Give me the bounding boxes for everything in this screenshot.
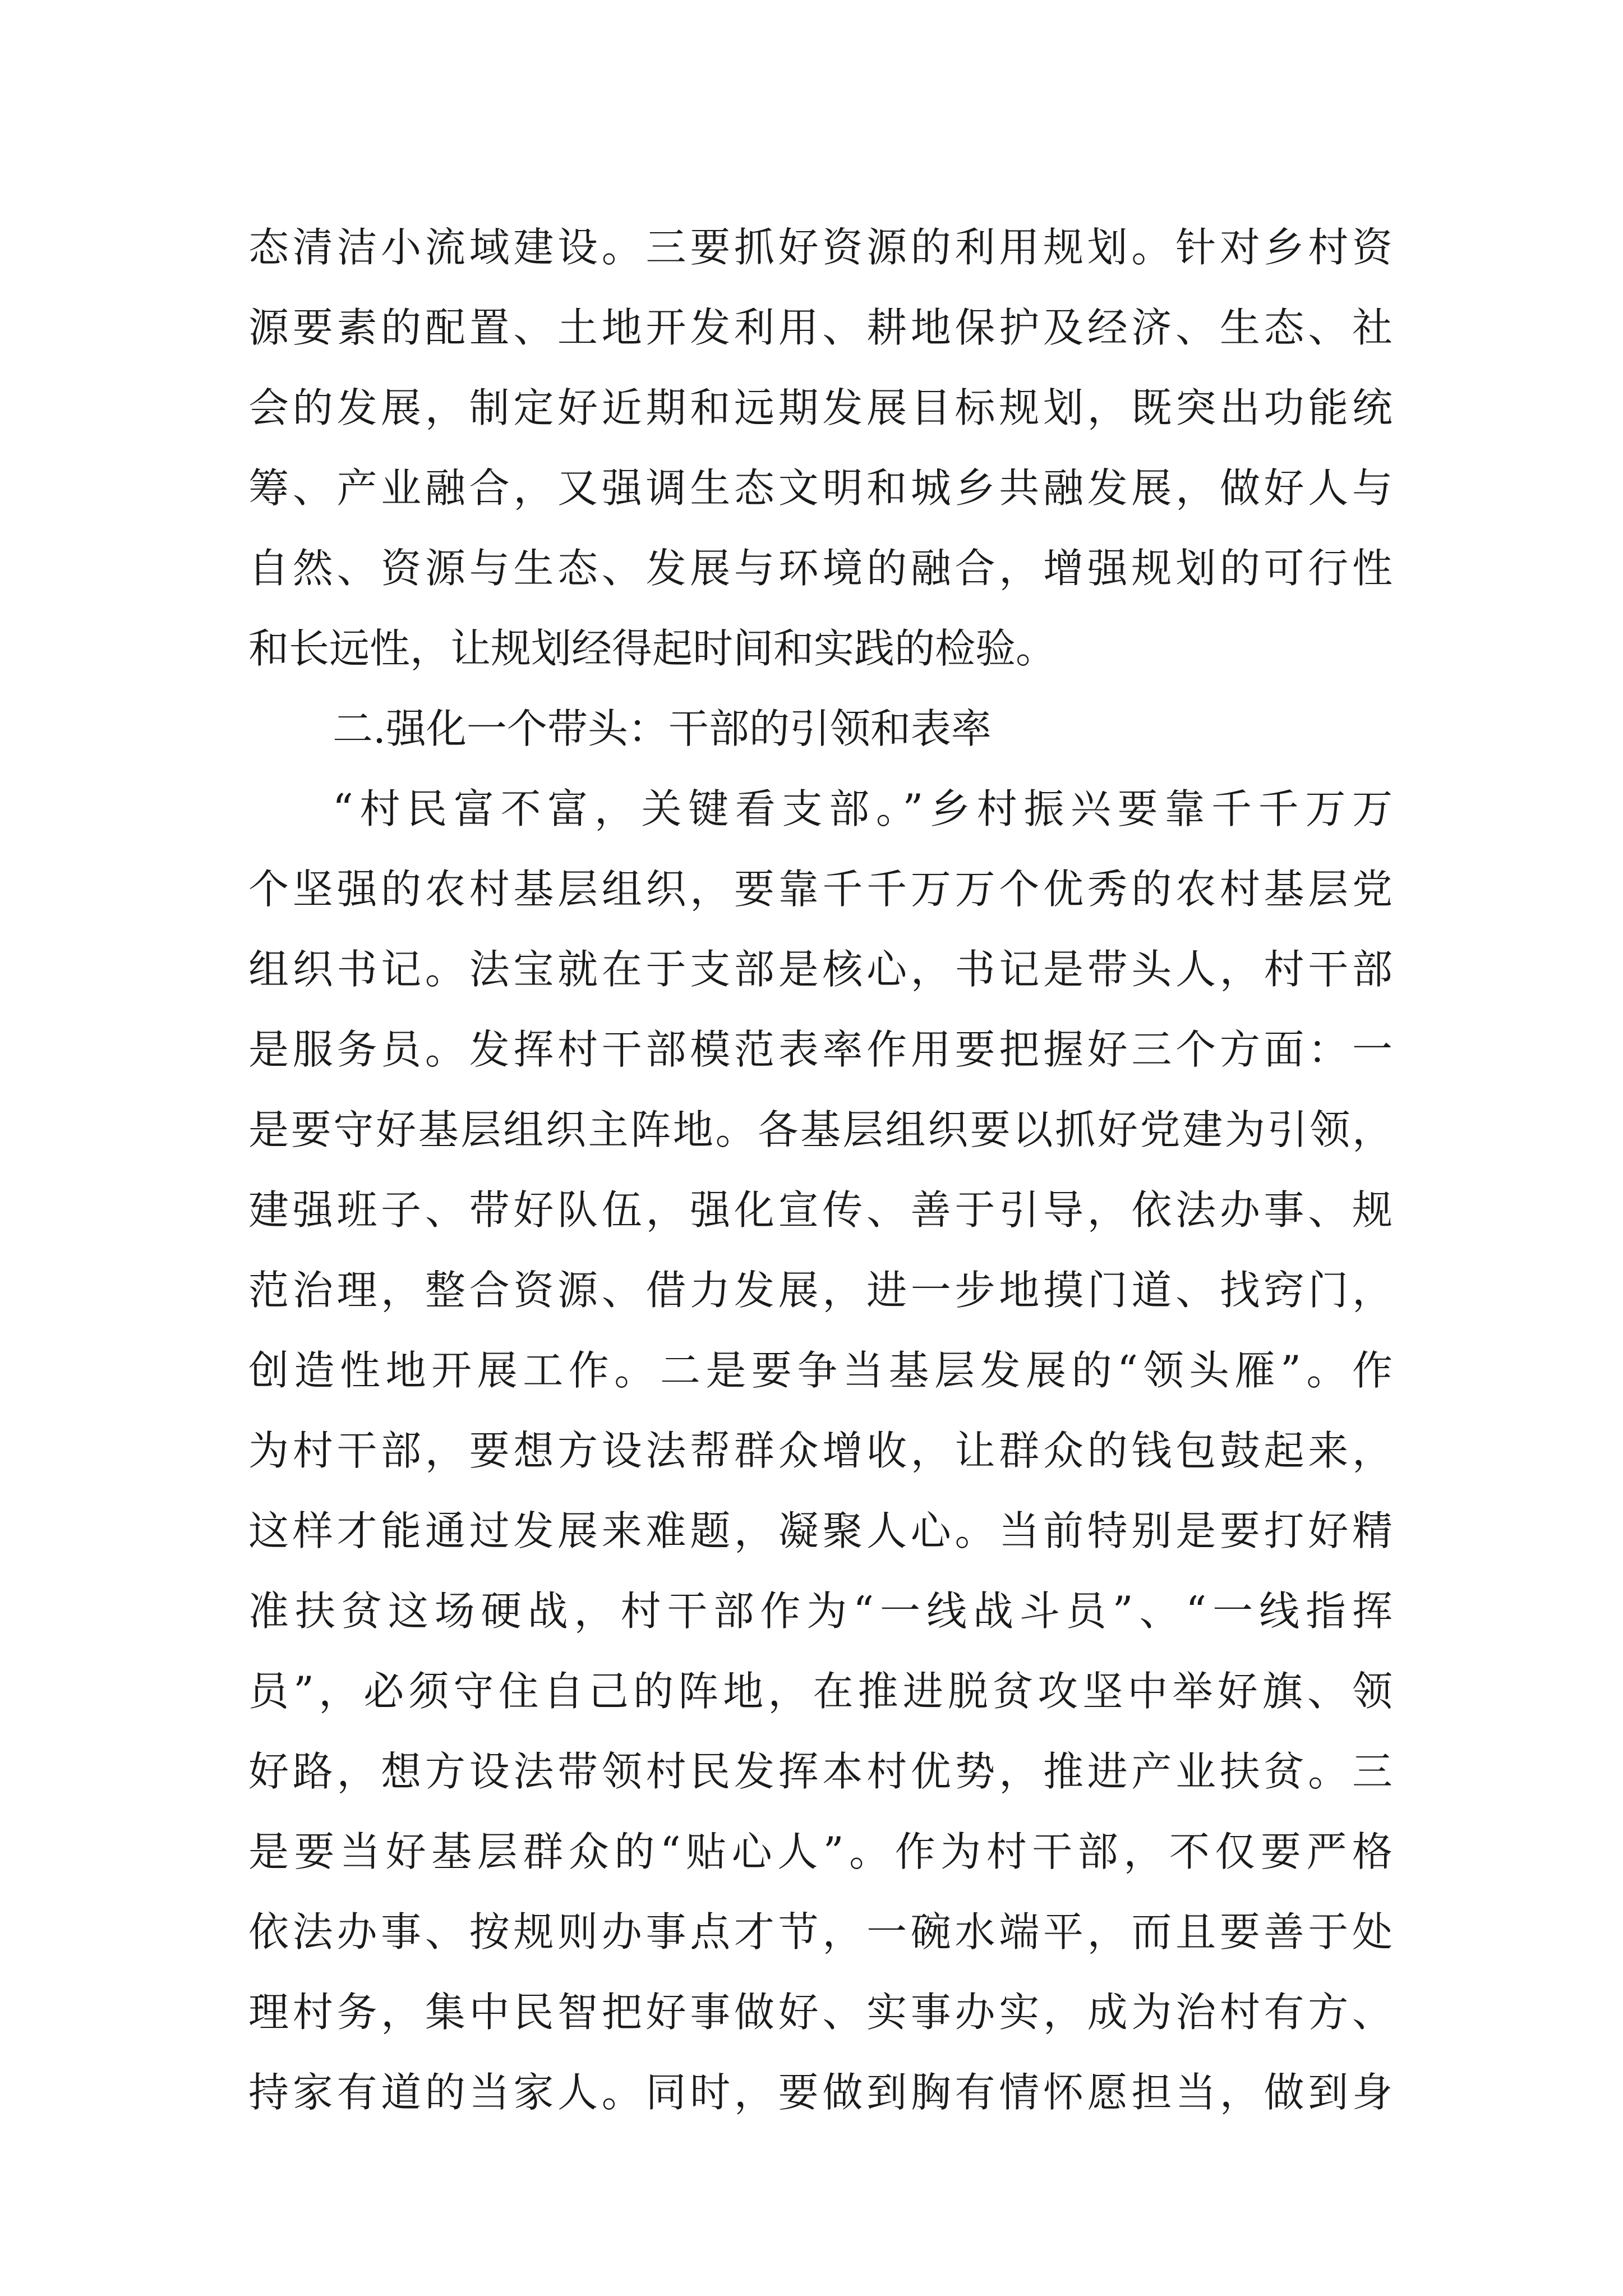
text-line: 源要素的配置、土地开发利用、耕地保护及经济、生态、社 xyxy=(248,304,1393,351)
text-line: 组织书记。法宝就在于支部是核心，书记是带头人，村干部 xyxy=(248,946,1393,993)
text-line: 范治理，整合资源、借力发展，进一步地摸门道、找窍门， xyxy=(248,1267,1393,1314)
text-line: “村民富不富，关键看支部。”乡村振兴要靠千千万万 xyxy=(333,785,1393,832)
text-line: 理村务，集中民智把好事做好、实事办实，成为治村有方、 xyxy=(248,1989,1393,2036)
text-line: 是服务员。发挥村干部模范表率作用要把握好三个方面：一 xyxy=(248,1026,1393,1073)
text-line: 自然、资源与生态、发展与环境的融合，增强规划的可行性 xyxy=(248,545,1393,592)
text-line: 是要守好基层组织主阵地。各基层组织要以抓好党建为引领， xyxy=(248,1106,1393,1153)
text-line: 依法办事、按规则办事点才节，一碗水端平，而且要善于处 xyxy=(248,1908,1393,1955)
text-line: 持家有道的当家人。同时，要做到胸有情怀愿担当，做到身 xyxy=(248,2069,1393,2116)
text-line: 是要当好基层群众的“贴心人”。作为村干部，不仅要严格 xyxy=(248,1828,1393,1875)
text-line: 个坚强的农村基层组织，要靠千千万万个优秀的农村基层党 xyxy=(248,866,1393,913)
text-line: 和长远性，让规划经得起时间和实践的检验。 xyxy=(248,625,1057,672)
text-line: 员”，必须守住自己的阵地，在推进脱贫攻坚中举好旗、领 xyxy=(248,1668,1393,1715)
text-line: 筹、产业融合，又强调生态文明和城乡共融发展，做好人与 xyxy=(248,464,1393,512)
text-line: 建强班子、带好队伍，强化宣传、善于引导，依法办事、规 xyxy=(248,1186,1393,1234)
text-line: 这样才能通过发展来难题，凝聚人心。当前特别是要打好精 xyxy=(248,1507,1393,1554)
text-line: 准扶贫这场硬战，村干部作为“一线战斗员”、“一线指挥 xyxy=(248,1588,1393,1635)
section-heading: 二.强化一个带头：干部的引领和表率 xyxy=(333,705,992,752)
text-line: 好路，想方设法带领村民发挥本村优势，推进产业扶贫。三 xyxy=(248,1748,1393,1795)
body-text xyxy=(248,208,1393,2133)
text-line: 会的发展，制定好近期和远期发展目标规划，既突出功能统 xyxy=(248,384,1393,431)
text-line: 为村干部，要想方设法帮群众增收，让群众的钱包鼓起来， xyxy=(248,1427,1393,1474)
text-line: 创造性地开展工作。二是要争当基层发展的“领头雁”。作 xyxy=(248,1347,1393,1394)
text-line: 态清洁小流域建设。三要抓好资源的利用规划。针对乡村资 xyxy=(248,224,1393,271)
